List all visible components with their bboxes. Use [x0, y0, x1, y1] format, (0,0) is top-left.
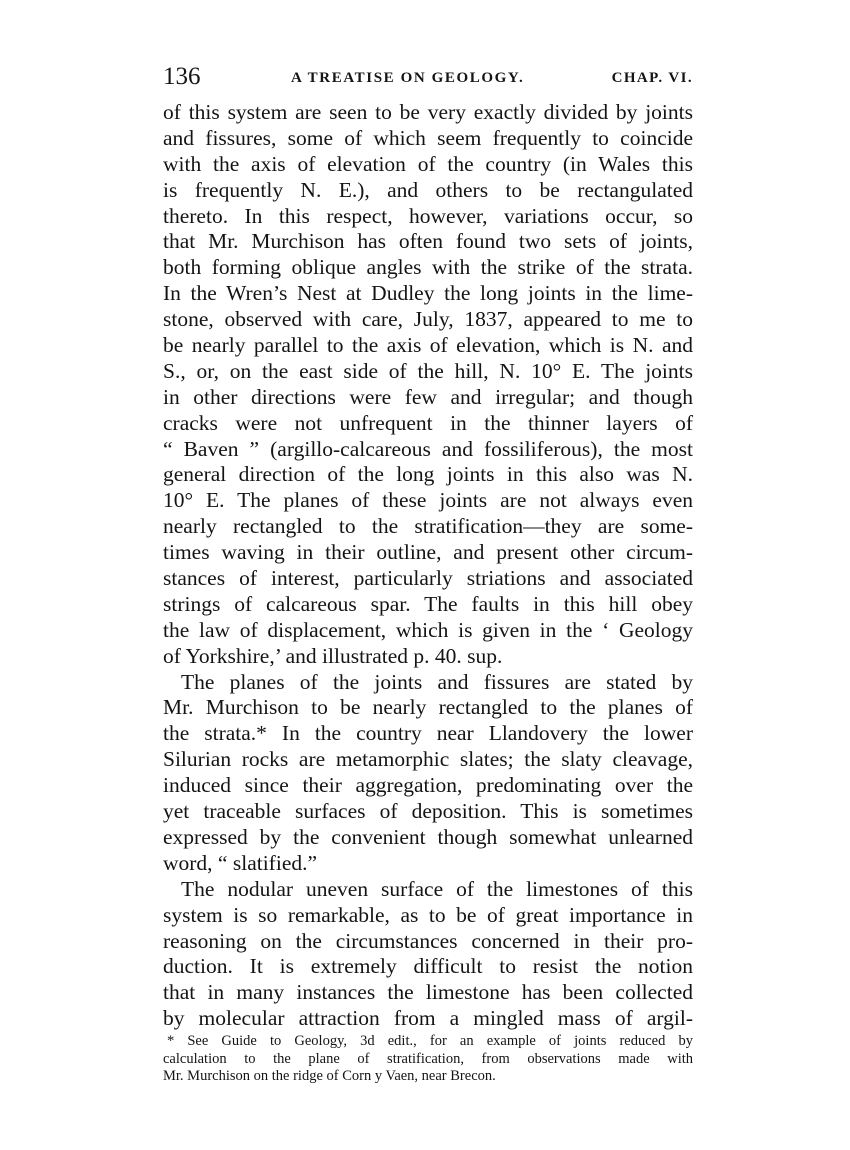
text-line: strings of calcareous spar. The faults in this hill obey: [163, 591, 693, 616]
text-line: Mr. Murchison to be nearly rectangled to the planes of: [163, 695, 693, 720]
text-line: thereto. In this respect, however, variations occur, so: [163, 203, 693, 228]
text-line: induced since their aggregation, predominating over the: [163, 773, 693, 798]
text-line: word, “ slatified.”: [163, 850, 318, 875]
text-line: nearly rectangled to the stratification—they are some-: [163, 514, 693, 539]
text-line: is frequently N. E.), and others to be rectangulated: [163, 177, 693, 202]
page-number: 136: [163, 63, 201, 90]
text-line: the law of displacement, which is given in the ‘ Geology: [163, 617, 693, 642]
text-line: cracks were not unfrequent in the thinner layers of: [163, 410, 693, 435]
text-line: that in many instances the limestone has been collected: [163, 980, 693, 1005]
text-line: of Yorkshire,’ and illustrated p. 40. sup.: [163, 643, 503, 668]
footnote-line: * See Guide to Geology, 3d edit., for an example of joints reduced by: [167, 1033, 693, 1049]
text-line: the strata.* In the country near Llandovery the lower: [163, 721, 693, 746]
text-line: 10° E. The planes of these joints are not always even: [163, 488, 693, 513]
text-line: yet traceable surfaces of deposition. This is sometimes: [163, 799, 693, 824]
text-line: times waving in their outline, and present other circum-: [163, 540, 693, 565]
text-line: in other directions were few and irregular; and though: [163, 384, 693, 409]
paragraph-start-line: The nodular uneven surface of the limestones of this: [181, 876, 693, 901]
text-line: and fissures, some of which seem frequently to coincide: [163, 125, 693, 150]
running-header: [163, 62, 693, 92]
paragraph-start-line: The planes of the joints and fissures are stated by: [181, 669, 693, 694]
text-line: with the axis of elevation of the country (in Wales this: [163, 151, 693, 176]
text-line: of this system are seen to be very exactly divided by joints: [163, 100, 693, 124]
body-text: [163, 100, 693, 1032]
text-line: “ Baven ” (argillo-calcareous and fossiliferous), the most: [163, 436, 693, 461]
text-line: Silurian rocks are metamorphic slates; the slaty cleavage,: [163, 747, 693, 772]
text-line: S., or, on the east side of the hill, N. 10° E. The joints: [163, 358, 693, 383]
text-line: be nearly parallel to the axis of elevation, which is N. and: [163, 333, 693, 358]
text-line: that Mr. Murchison has often found two sets of joints,: [163, 229, 693, 254]
text-line: reasoning on the circumstances concerned in their pro-: [163, 928, 693, 953]
text-line: by molecular attraction from a mingled mass of argil-: [163, 1006, 693, 1031]
text-line: stances of interest, particularly striations and associated: [163, 566, 693, 591]
footnote-line: calculation to the plane of stratification, from observations made with: [163, 1050, 693, 1067]
footnote-line: Mr. Murchison on the ridge of Corn y Vaen, near Brecon.: [163, 1068, 496, 1084]
text-line: both forming oblique angles with the strike of the strata.: [163, 255, 693, 280]
running-title: A TREATISE ON GEOLOGY.: [291, 70, 525, 86]
text-line: stone, observed with care, July, 1837, appeared to me to: [163, 307, 693, 332]
text-line: expressed by the convenient though somewhat unlearned: [163, 824, 693, 849]
text-line: In the Wren’s Nest at Dudley the long joints in the lime-: [163, 281, 693, 306]
chapter-label: CHAP. VI.: [611, 70, 693, 86]
text-line: general direction of the long joints in this also was N.: [163, 462, 693, 487]
text-line: system is so remarkable, as to be of great importance in: [163, 902, 693, 927]
footnote: [163, 1033, 693, 1086]
text-line: duction. It is extremely difficult to resist the notion: [163, 954, 693, 979]
